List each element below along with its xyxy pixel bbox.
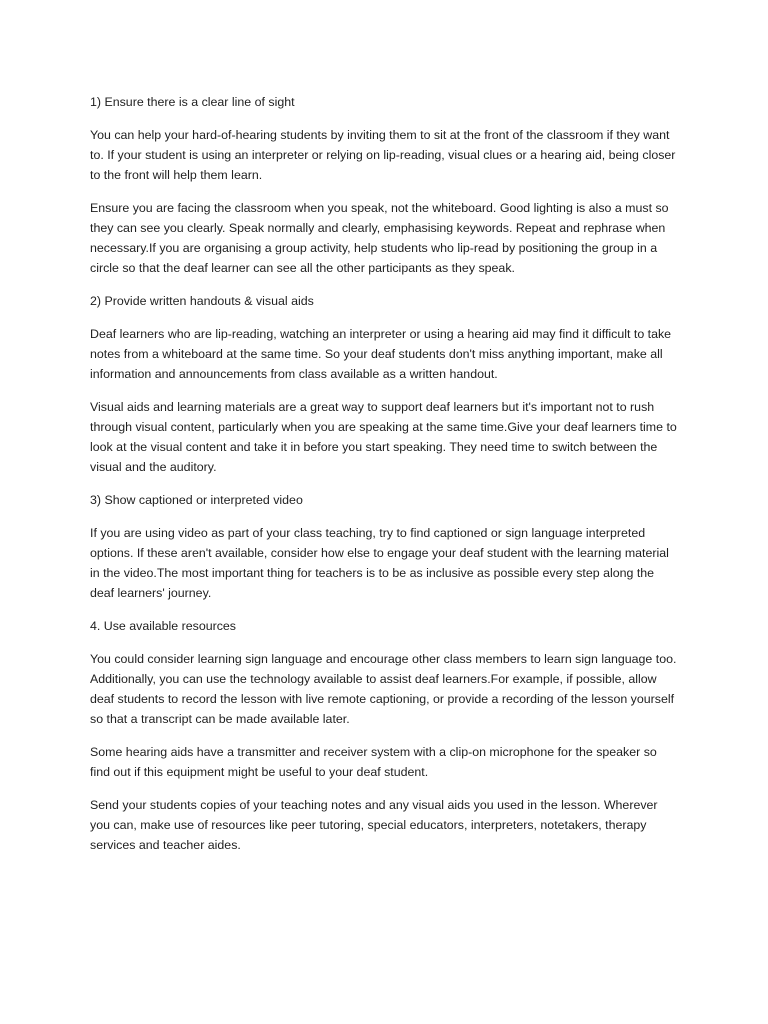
heading-clear-line-of-sight: 1) Ensure there is a clear line of sight: [90, 95, 295, 109]
heading-captioned-video: 3) Show captioned or interpreted video: [90, 493, 303, 507]
paragraph: Some hearing aids have a transmitter and receiver system with a clip-on microphone for the speaker so find out if this equipment might be useful to your deaf student.: [90, 745, 657, 779]
paragraph: Send your students copies of your teaching notes and any visual aids you used in the lesson. Wherever you can, make use of resources like peer tutoring, special educators, interpreters, notetakers, therapy services and teacher aides.: [90, 798, 658, 852]
paragraph: You can help your hard-of-hearing students by inviting them to sit at the front of the classroom if they want to. If your student is using an interpreter or relying on lip-reading, visual clues or a hearing aid, being closer to the front will help them learn.: [90, 128, 676, 182]
heading-written-handouts: 2) Provide written handouts & visual aids: [90, 294, 314, 308]
heading-available-resources: 4. Use available resources: [90, 619, 237, 633]
document-body: [90, 92, 680, 868]
paragraph: If you are using video as part of your class teaching, try to find captioned or sign language interpreted options. If these aren't available, consider how else to engage your deaf student with the learning material in the video.The most important thing for teachers is to be as inclusive as possible every step along the deaf learners' journey.: [90, 526, 669, 600]
paragraph: Ensure you are facing the classroom when you speak, not the whiteboard. Good lighting is also a must so they can see you clearly. Speak normally and clearly, emphasising keywords. Repeat and rephrase when necessary.If you are organising a group activity, help students who lip-read by positioning the group in a circle so that the deaf learner can see all the other participants as they speak.: [90, 201, 669, 275]
paragraph: Visual aids and learning materials are a great way to support deaf learners but it's important not to rush through visual content, particularly when you are speaking at the same time.Give your deaf learners time to look at the visual content and take it in before you start speaking. They need time to switch between the visual and the auditory.: [90, 400, 677, 474]
paragraph: You could consider learning sign language and encourage other class members to learn sign language too. Additionally, you can use the technology available to assist deaf learners.For example, if possible, allow deaf students to record the lesson with live remote captioning, or provide a recording of the lesson yourself so that a transcript can be made available later.: [90, 652, 677, 726]
paragraph: Deaf learners who are lip-reading, watching an interpreter or using a hearing aid may find it difficult to take notes from a whiteboard at the same time. So your deaf students don't miss anything important, make all information and announcements from class available as a written handout.: [90, 327, 672, 381]
